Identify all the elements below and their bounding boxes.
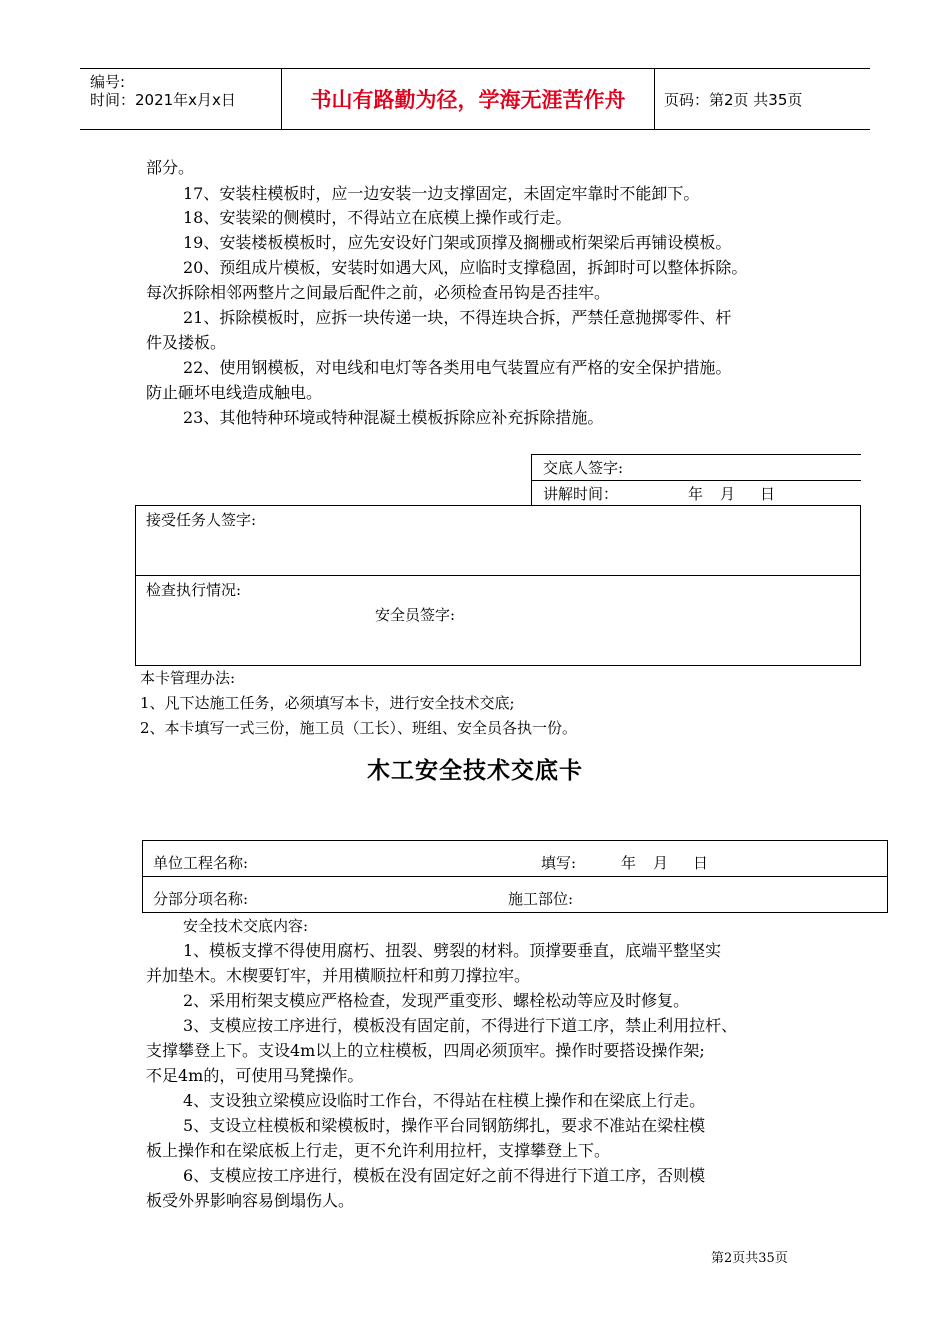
item-19: 19、安装楼板模板时，应先安设好门架或顶撑及搁栅或桁架梁后再铺设模板。	[183, 233, 732, 252]
management-rule-1: 1、凡下达施工任务，必须填写本卡，进行安全技术交底;	[140, 694, 515, 712]
item-20: 20、预组成片模板，安装时如遇大风，应临时支撑稳固，拆卸时可以整体拆除。	[183, 258, 748, 277]
header-motto: 书山有路勤为径，学海无涯苦作舟	[310, 88, 626, 112]
disclosure-item-1-cont: 并加垫木。木楔要钉牢，并用横顺拉杆和剪刀撑拉牢。	[146, 966, 531, 985]
disclosure-item-2: 2、采用桁架支模应严格检查，发现严重变形、螺栓松动等应及时修复。	[183, 991, 690, 1010]
item-17: 17、安装柱模板时，应一边安装一边支撑固定，未固定牢靠时不能卸下。	[183, 184, 700, 203]
header-page-label: 页码：第2页 共35页	[664, 90, 803, 109]
disclosure-item-1: 1、模板支撑不得使用腐朽、扭裂、劈裂的材料。顶撑要垂直，底端平整坚实	[183, 941, 722, 960]
management-rule-2: 2、本卡填写一式三份，施工员（工长）、班组、安全员各执一份。	[140, 719, 578, 737]
item-22-cont: 防止砸坏电线造成触电。	[146, 383, 323, 402]
header-meta	[90, 73, 236, 109]
disclosure-heading: 安全技术交底内容:	[183, 917, 309, 935]
discloser-sign-label: 交底人签字:	[543, 459, 624, 477]
item-22: 22、使用钢模板，对电线和电灯等各类用电气装置应有严格的安全保护措施。	[183, 358, 732, 377]
management-heading: 本卡管理办法:	[140, 669, 236, 687]
item-21: 21、拆除模板时，应拆一块传递一块，不得连块合拆，严禁任意抛掷零件、杆	[183, 308, 732, 327]
page-header	[80, 68, 870, 130]
sub-project-label: 分部分项名称:	[153, 890, 249, 908]
item-21-cont: 件及搂板。	[146, 333, 227, 352]
safety-officer-sign-label: 安全员签字:	[375, 606, 456, 624]
page-footer: 第2页共35页	[711, 1251, 788, 1266]
explain-time-month: 月	[720, 485, 736, 503]
explain-time-year: 年	[688, 485, 704, 503]
item-23: 23、其他特种环境或特种混凝土模板拆除应补充拆除措施。	[183, 408, 604, 427]
item-20-cont: 每次拆除相邻两整片之间最后配件之前，必须检查吊钩是否挂牢。	[146, 283, 611, 302]
disclosure-item-6-cont: 板受外界影响容易倒塌伤人。	[146, 1191, 355, 1210]
disclosure-item-5-cont: 板上操作和在梁底板上行走，更不允许利用拉杆，支撑攀登上下。	[146, 1141, 611, 1160]
explain-time-day: 日	[760, 485, 776, 503]
header-divider	[654, 69, 655, 129]
project-name-label: 单位工程名称:	[153, 854, 249, 872]
document-time-label: 时间：2021年x月x日	[90, 91, 236, 109]
work-part-label: 施工部位:	[508, 890, 574, 908]
fill-date-day: 日	[693, 854, 709, 872]
explain-time-label: 讲解时间：	[543, 485, 619, 503]
check-status-label: 检查执行情况:	[146, 581, 242, 599]
receiver-sign-label: 接受任务人签字:	[146, 511, 257, 529]
disclosure-item-5: 5、支设立柱模板和梁模板时，操作平台同钢筋绑扎，要求不准站在梁柱模	[183, 1116, 706, 1135]
item-18: 18、安装梁的侧模时，不得站立在底模上操作或行走。	[183, 208, 572, 227]
disclosure-item-3-cont: 支撑攀登上下。支设4m以上的立柱模板，四周必须顶牢。操作时要搭设操作架;	[146, 1041, 705, 1060]
document-number-label: 编号:	[90, 73, 126, 91]
disclosure-item-3-cont: 不足4m的，可使用马凳操作。	[146, 1066, 364, 1085]
disclosure-item-3: 3、支模应按工序进行，模板没有固定前，不得进行下道工序，禁止利用拉杆、	[183, 1016, 738, 1035]
fill-date-label: 填写:	[541, 854, 577, 872]
fill-date-month: 月	[653, 854, 669, 872]
paragraph-lead: 部分。	[146, 158, 195, 177]
disclosure-item-6: 6、支模应按工序进行，模板在没有固定好之前不得进行下道工序，否则模	[183, 1166, 706, 1185]
card-title: 木工安全技术交底卡	[367, 757, 583, 784]
fill-date-year: 年	[621, 854, 637, 872]
disclosure-item-4: 4、支设独立梁模应设临时工作台，不得站在柱模上操作和在梁底上行走。	[183, 1091, 706, 1110]
